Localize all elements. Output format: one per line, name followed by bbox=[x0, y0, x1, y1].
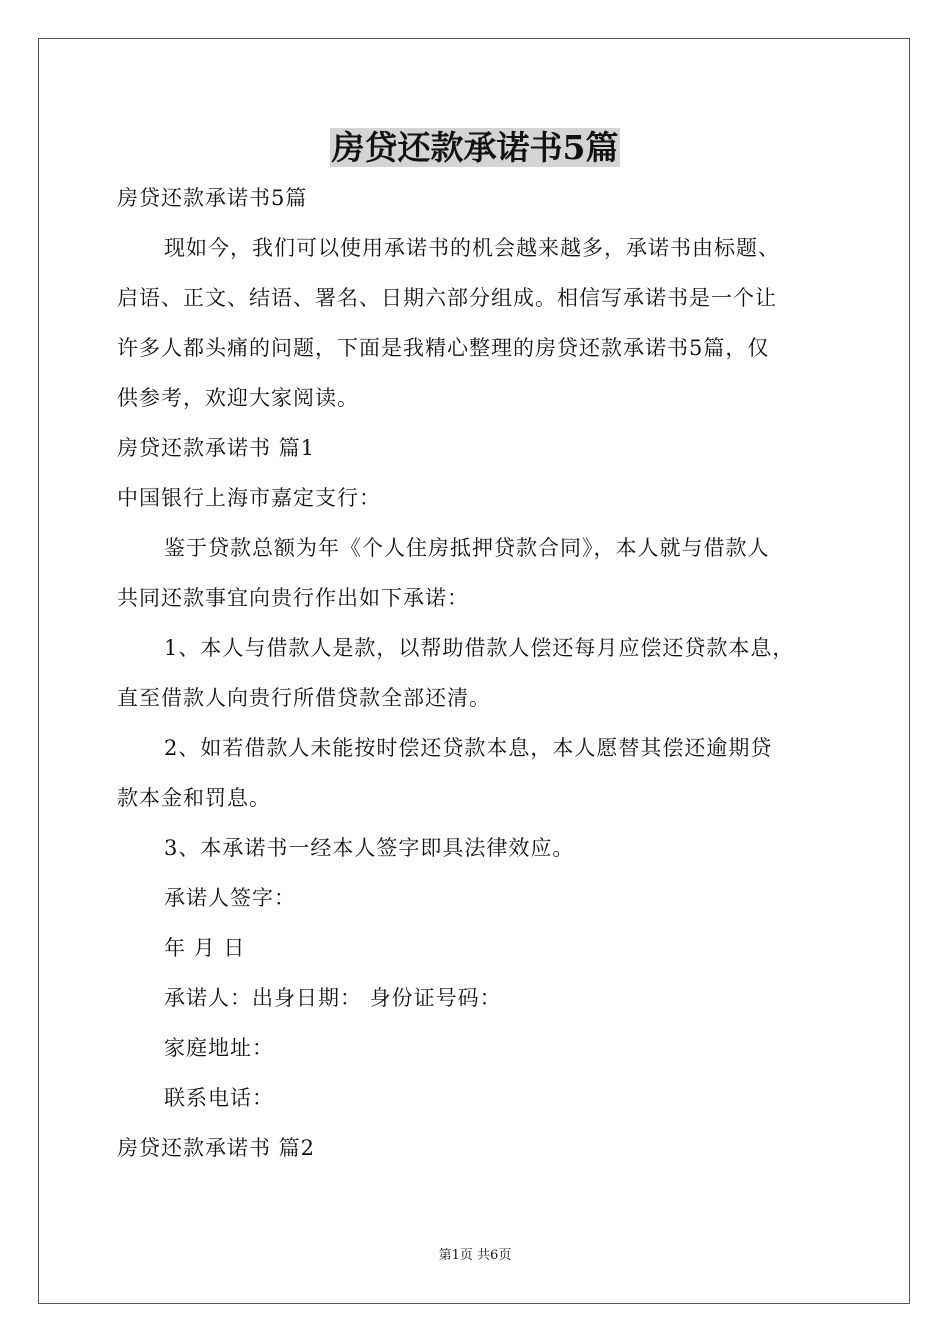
text-line: 2、如若借款人未能按时偿还贷款本息，本人愿替其偿还逾期贷 bbox=[164, 736, 773, 760]
text-line: 款本金和罚息。 bbox=[117, 786, 271, 810]
text-line: 供参考，欢迎大家阅读。 bbox=[117, 386, 359, 410]
page-border bbox=[38, 38, 910, 1304]
text-line: 中国银行上海市嘉定支行： bbox=[117, 486, 381, 510]
text-line: 启语、正文、结语、署名、日期六部分组成。相信写承诺书是一个让 bbox=[117, 286, 777, 310]
document-title bbox=[0, 124, 950, 172]
text-line: 承诺人：出身日期： 身份证号码： bbox=[164, 986, 502, 1010]
text-line: 1、本人与借款人是款，以帮助借款人偿还每月应偿还贷款本息， bbox=[164, 636, 795, 660]
section-heading: 房贷还款承诺书 篇1 bbox=[117, 436, 316, 460]
text-line: 家庭地址： bbox=[164, 1036, 274, 1060]
text-line: 鉴于贷款总额为年《个人住房抵押贷款合同》，本人就与借款人 bbox=[164, 536, 770, 560]
text-line: 房贷还款承诺书5篇 bbox=[117, 186, 308, 210]
text-line: 3、本承诺书一经本人签字即具法律效应。 bbox=[164, 836, 575, 860]
page-footer: 第1页 共6页 bbox=[438, 1248, 512, 1263]
text-line: 共同还款事宜向贵行作出如下承诺： bbox=[117, 586, 469, 610]
text-line: 联系电话： bbox=[164, 1086, 274, 1110]
text-line: 年 月 日 bbox=[164, 936, 246, 960]
text-line: 直至借款人向贵行所借贷款全部还清。 bbox=[117, 686, 491, 710]
document-title-text: 房贷还款承诺书5篇 bbox=[331, 128, 619, 167]
text-line: 承诺人签字： bbox=[164, 886, 296, 910]
section-heading: 房贷还款承诺书 篇2 bbox=[117, 1136, 316, 1160]
text-line: 许多人都头痛的问题，下面是我精心整理的房贷还款承诺书5篇，仅 bbox=[117, 336, 770, 360]
text-line: 现如今，我们可以使用承诺书的机会越来越多，承诺书由标题、 bbox=[164, 236, 780, 260]
